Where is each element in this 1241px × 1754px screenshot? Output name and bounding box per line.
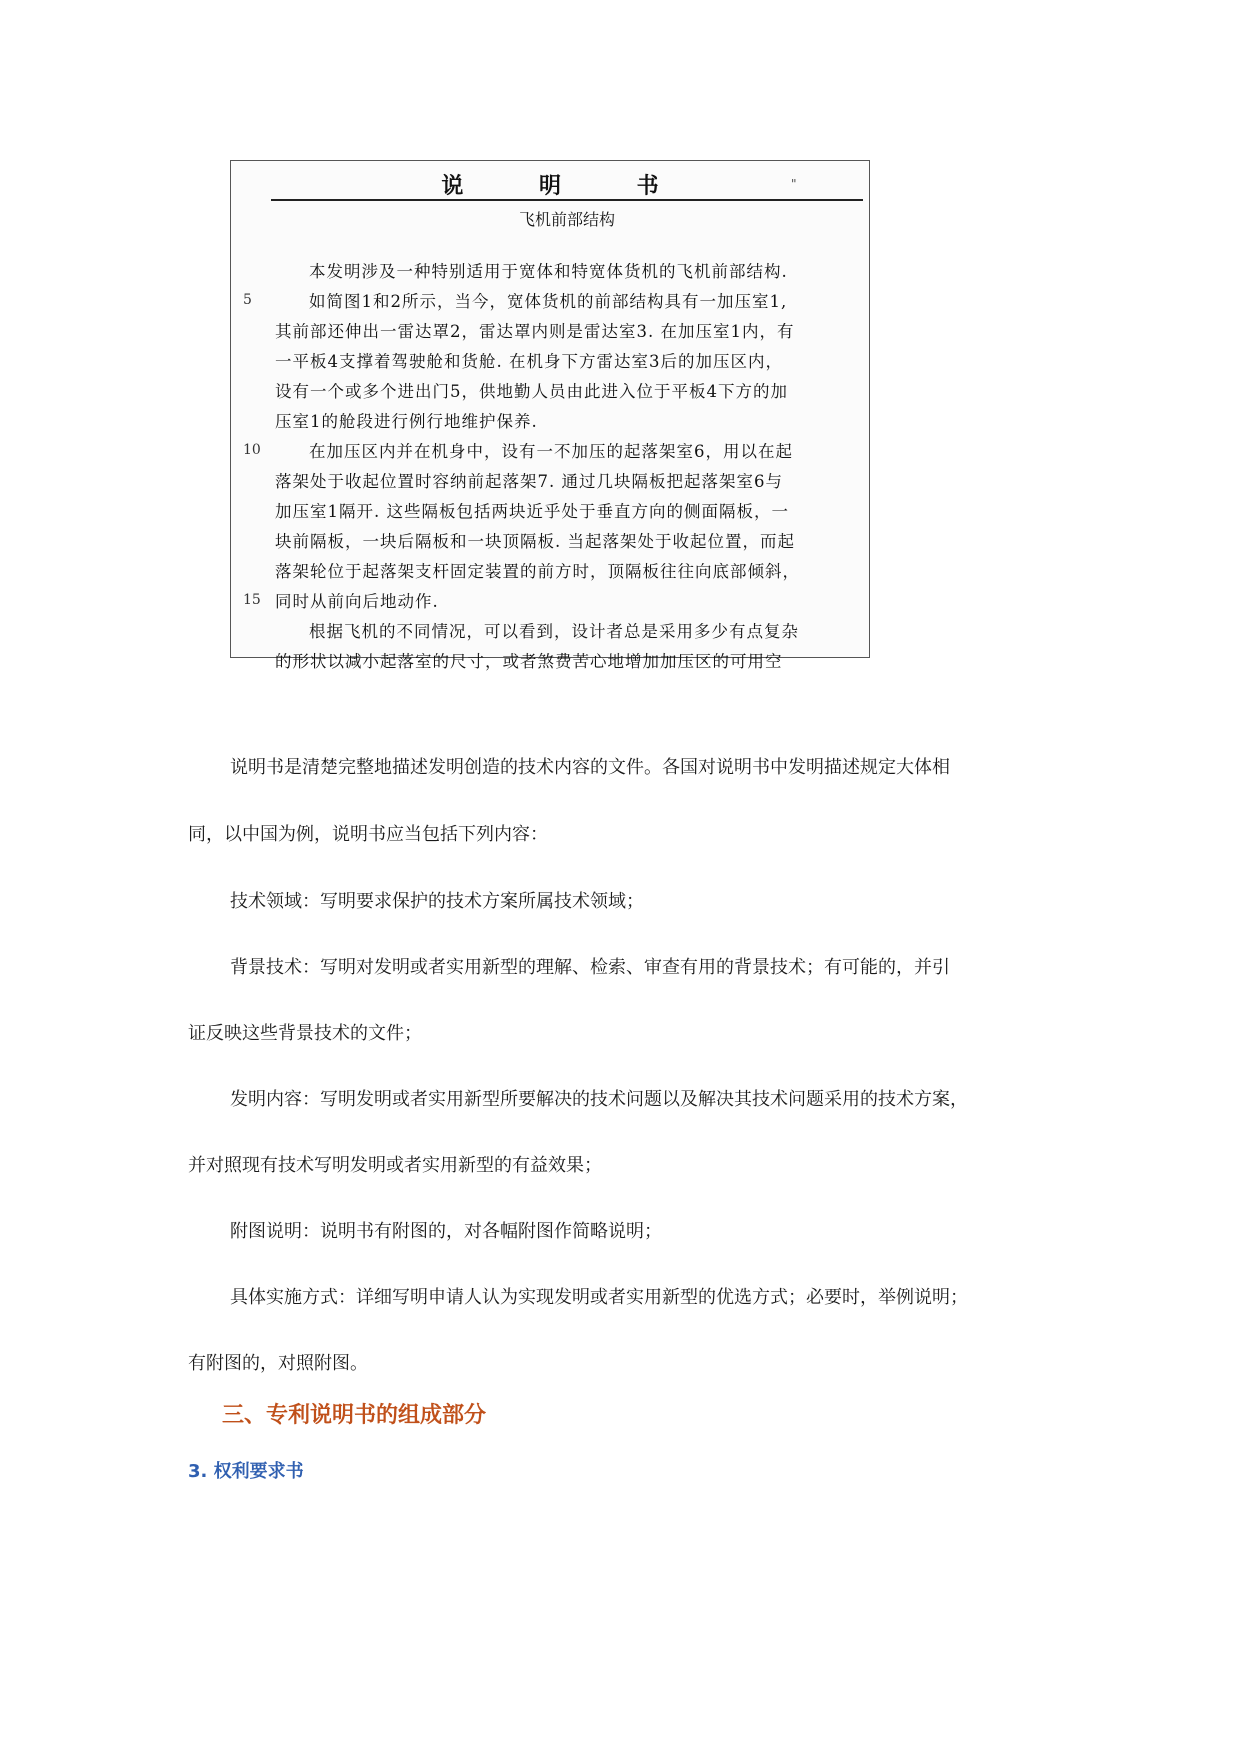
subsection-heading: 3. 权利要求书 (188, 1461, 304, 1482)
body-paragraph: 具体实施方式：详细写明申请人认为实现发明或者实用新型的优选方式；必要时，举例说明； (230, 1287, 968, 1308)
scan-line: 落架处于收起位置时容纳前起落架7. 通过几块隔板把起落架室6与 (275, 472, 783, 491)
scan-line: 加压室1隔开. 这些隔板包括两块近乎处于垂直方向的侧面隔板，一 (275, 502, 789, 521)
scan-subtitle: 飞机前部结构 (518, 210, 615, 229)
scan-line: 根据飞机的不同情况，可以看到，设计者总是采用多少有点复杂 (309, 622, 799, 641)
section-heading: 三、专利说明书的组成部分 (222, 1403, 487, 1428)
scan-line: 其前部还伸出一雷达罩2，雷达罩内则是雷达室3. 在加压室1内，有 (275, 322, 795, 341)
scan-line: 一平板4支撑着驾驶舱和货舱. 在机身下方雷达室3后的加压区内， (275, 352, 783, 371)
body-paragraph: 附图说明：说明书有附图的，对各幅附图作简略说明； (230, 1221, 662, 1242)
body-paragraph: 同，以中国为例，说明书应当包括下列内容： (188, 824, 548, 845)
scan-line: 的形状以减小起落室的尺寸，或者煞费苦心地增加加压区的可用空 (275, 652, 783, 671)
scan-title: 说 明 书 (441, 173, 693, 199)
scan-line: 本发明涉及一种特别适用于宽体和特宽体货机的飞机前部结构. (309, 262, 788, 281)
body-paragraph: 有附图的，对照附图。 (188, 1353, 368, 1374)
body-paragraph: 并对照现有技术写明发明或者实用新型的有益效果； (188, 1155, 602, 1176)
scan-mark: " (791, 177, 797, 191)
scan-line-number: 15 (243, 592, 261, 608)
body-paragraph: 技术领域：写明要求保护的技术方案所属技术领域； (230, 891, 644, 912)
body-paragraph: 说明书是清楚完整地描述发明创造的技术内容的文件。各国对说明书中发明描述规定大体相 (230, 757, 950, 778)
scan-line: 如简图1和2所示，当今，宽体货机的前部结构具有一加压室1, (309, 292, 788, 311)
scan-line: 落架轮位于起落架支杆固定装置的前方时，顶隔板往往向底部倾斜， (275, 562, 800, 581)
scan-line-number: 10 (243, 442, 261, 458)
scan-header (271, 161, 863, 201)
scan-line: 压室1的舱段进行例行地维护保养. (275, 412, 538, 431)
scan-text-block (275, 257, 865, 677)
scan-line: 同时从前向后地动作. (275, 592, 439, 611)
body-paragraph: 发明内容：写明发明或者实用新型所要解决的技术问题以及解决其技术问题采用的技术方案， (230, 1089, 968, 1110)
body-paragraph: 背景技术：写明对发明或者实用新型的理解、检索、审查有用的背景技术；有可能的，并引 (230, 957, 950, 978)
scan-line: 块前隔板，一块后隔板和一块顶隔板. 当起落架处于收起位置，而起 (275, 532, 795, 551)
scan-line: 在加压区内并在机身中，设有一不加压的起落架室6，用以在起 (309, 442, 793, 461)
body-paragraph: 证反映这些背景技术的文件； (188, 1023, 422, 1044)
scan-line-number: 5 (243, 292, 252, 308)
scanned-specification-image (230, 160, 870, 671)
scan-line: 设有一个或多个进出门5，供地勤人员由此进入位于平板4下方的加 (275, 382, 788, 401)
